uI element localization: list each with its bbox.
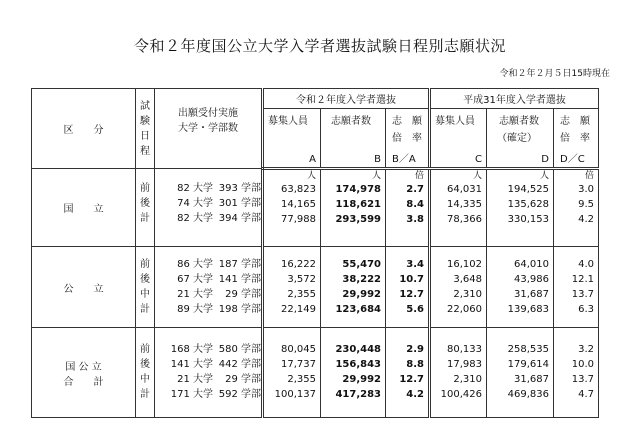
group-row	[32, 328, 599, 418]
header-applicants-d: 志願者数 （確定） D	[487, 109, 554, 169]
category-name: 合 計	[63, 376, 104, 388]
header-schedule-char: 験	[140, 115, 150, 127]
ratio-ba-value: 12.7	[399, 374, 424, 385]
applicants-b-cell	[321, 169, 386, 247]
ratio-dc-value: 4.0	[578, 259, 594, 270]
ratio-ba-value: 4.2	[406, 389, 424, 400]
capacity-a-value: 3,572	[287, 274, 316, 285]
univ-faculty-value	[155, 287, 261, 302]
applicants-d-value: 31,687	[514, 374, 549, 385]
applicants-b-value: 123,684	[335, 304, 381, 315]
unit-label	[155, 169, 261, 181]
applicants-d-value: 64,010	[514, 259, 549, 270]
ratio-dc-value: 4.7	[578, 389, 594, 400]
ratio-ba-value: 8.4	[406, 199, 424, 210]
ratio-dc-value: 10.0	[571, 359, 594, 370]
university-count: 21 大学	[177, 374, 213, 385]
capacity-c-cell	[430, 247, 487, 328]
header-applicants-b: 志願者数 B	[321, 109, 386, 169]
univ-faculty-value	[155, 372, 261, 387]
faculty-count: 29 学部	[225, 289, 261, 300]
capacity-c-value: 14,335	[447, 199, 482, 210]
ratio-ba-value: 10.7	[399, 274, 424, 285]
schedule-value: 計	[140, 389, 150, 400]
univ-faculty-value	[155, 342, 261, 357]
capacity-a-value: 2,355	[287, 374, 316, 385]
applicants-d-value: 139,683	[507, 304, 549, 315]
header-category: 区 分	[32, 89, 136, 169]
faculty-count: 580 学部	[218, 344, 261, 355]
capacity-c-value: 78,366	[447, 214, 482, 225]
faculty-count: 187 学部	[218, 259, 261, 270]
applicants-b-value: 174,978	[335, 184, 381, 195]
application-status-table	[31, 88, 599, 418]
applicants-d-value: 194,525	[507, 184, 549, 195]
univ-faculty-cell	[155, 247, 263, 328]
capacity-c-value: 2,310	[453, 289, 482, 300]
header-schedule	[136, 89, 155, 169]
header-univ-count	[155, 89, 263, 169]
schedule-cell	[136, 328, 155, 418]
schedule-value: 計	[140, 304, 150, 315]
university-count: 168 大学	[170, 344, 213, 355]
univ-faculty-value	[155, 302, 261, 317]
ratio-dc-value: 9.5	[578, 199, 594, 210]
ratio-dc-cell	[554, 247, 599, 328]
header-schedule-char: 程	[140, 145, 150, 157]
applicants-b-value: 55,470	[342, 259, 381, 270]
capacity-c-value: 80,133	[447, 344, 482, 355]
faculty-count: 592 学部	[218, 389, 261, 400]
category-label	[32, 169, 136, 247]
header-univ-line1: 出願受付実施	[178, 107, 238, 119]
applicants-b-value: 156,843	[335, 359, 381, 370]
ratio-dc-value: 13.7	[571, 374, 594, 385]
unit-label: 人	[539, 171, 549, 181]
university-count: 82 大学	[177, 213, 213, 224]
header-capacity-a: 募集人員 A	[263, 109, 321, 169]
ratio-ba-cell	[386, 247, 430, 328]
header-h31: 平成31年度入学者選抜	[430, 89, 599, 109]
university-count: 141 大学	[170, 359, 213, 370]
header-r2: 令和２年度入学者選抜	[263, 89, 430, 109]
ratio-ba-value: 3.8	[406, 214, 424, 225]
capacity-c-value: 100,426	[440, 389, 482, 400]
university-count: 89 大学	[177, 304, 213, 315]
university-count: 82 大学	[177, 183, 213, 194]
unit-label	[136, 169, 154, 181]
schedule-value: 前	[140, 344, 150, 355]
faculty-count: 29 学部	[225, 374, 261, 385]
applicants-b-value: 293,599	[335, 214, 381, 225]
capacity-c-value: 3,648	[453, 274, 482, 285]
as-of-date: 令和２年２月５日15時現在	[499, 69, 610, 79]
unit-label: 人	[472, 171, 482, 181]
capacity-a-value: 80,045	[281, 344, 316, 355]
category-label	[32, 328, 136, 418]
ratio-ba-value: 2.9	[406, 344, 424, 355]
unit-label: 人	[306, 171, 316, 181]
schedule-value: 前	[140, 183, 150, 194]
header-schedule-char: 日	[140, 130, 150, 142]
univ-faculty-value	[155, 257, 261, 272]
applicants-d-value: 179,614	[507, 359, 549, 370]
applicants-b-value: 38,222	[342, 274, 381, 285]
ratio-dc-value: 13.7	[571, 289, 594, 300]
schedule-value: 前	[140, 259, 150, 270]
applicants-d-cell	[487, 169, 554, 247]
applicants-d-value: 469,836	[507, 389, 549, 400]
applicants-d-value: 43,986	[514, 274, 549, 285]
schedule-value: 後	[140, 274, 150, 285]
capacity-a-value: 22,149	[281, 304, 316, 315]
capacity-c-value: 22,060	[447, 304, 482, 315]
header-ratio-dc: 志 願 倍 率 D／C	[554, 109, 599, 169]
faculty-count: 301 学部	[218, 198, 261, 209]
ratio-ba-cell	[386, 328, 430, 418]
category-label	[32, 247, 136, 328]
applicants-d-value: 135,628	[507, 199, 549, 210]
ratio-ba-value: 5.6	[406, 304, 424, 315]
ratio-dc-value: 3.0	[578, 184, 594, 195]
header-capacity-c: 募集人員 C	[430, 109, 487, 169]
capacity-c-cell	[430, 328, 487, 418]
applicants-d-value: 31,687	[514, 289, 549, 300]
applicants-b-value: 417,283	[335, 389, 381, 400]
capacity-a-value: 100,137	[274, 389, 316, 400]
category-name: 公 立	[63, 283, 104, 295]
category-name: 国 立	[63, 204, 104, 215]
applicants-b-value: 29,992	[342, 289, 381, 300]
university-count: 171 大学	[170, 389, 213, 400]
schedule-cell	[136, 247, 155, 328]
header-schedule-char: 試	[140, 100, 150, 112]
faculty-count: 141 学部	[218, 274, 261, 285]
faculty-count: 393 学部	[218, 183, 261, 194]
university-count: 86 大学	[177, 259, 213, 270]
applicants-d-cell	[487, 247, 554, 328]
ratio-dc-cell	[554, 169, 599, 247]
applicants-d-value: 330,153	[507, 214, 549, 225]
univ-faculty-value	[155, 196, 261, 211]
faculty-count: 198 学部	[218, 304, 261, 315]
applicants-b-cell	[321, 328, 386, 418]
capacity-c-value: 2,310	[453, 374, 482, 385]
capacity-a-value: 16,222	[281, 259, 316, 270]
capacity-a-value: 2,355	[287, 289, 316, 300]
capacity-a-value: 17,737	[281, 359, 316, 370]
schedule-value: 中	[140, 289, 150, 300]
applicants-b-value: 118,621	[335, 199, 381, 210]
ratio-ba-value: 3.4	[406, 259, 424, 270]
schedule-value: 中	[140, 374, 150, 385]
ratio-dc-value: 12.1	[571, 274, 594, 285]
unit-label: 倍	[414, 171, 424, 181]
univ-faculty-value	[155, 387, 261, 402]
faculty-count: 442 学部	[218, 359, 261, 370]
applicants-b-value: 29,992	[342, 374, 381, 385]
category-name: 国 公 立	[65, 361, 102, 373]
capacity-a-cell	[263, 169, 321, 247]
faculty-count: 394 学部	[218, 213, 261, 224]
ratio-ba-value: 2.7	[406, 184, 424, 195]
applicants-d-value: 258,535	[507, 344, 549, 355]
ratio-dc-value: 3.2	[578, 344, 594, 355]
page-title: 令和２年度国公立大学入学者選抜試験日程別志願状況	[133, 37, 506, 55]
capacity-c-value: 17,983	[447, 359, 482, 370]
schedule-cell	[136, 169, 155, 247]
univ-faculty-value	[155, 181, 261, 196]
ratio-dc-value: 6.3	[578, 304, 594, 315]
ratio-ba-value: 12.7	[399, 289, 424, 300]
schedule-value: 後	[140, 359, 150, 370]
applicants-b-value: 230,448	[335, 344, 381, 355]
schedule-value: 計	[140, 213, 150, 224]
header-univ-line2: 大学・学部数	[178, 122, 238, 134]
applicants-d-cell	[487, 328, 554, 418]
univ-faculty-value	[155, 272, 261, 287]
university-count: 74 大学	[177, 198, 213, 209]
capacity-a-value: 77,988	[281, 214, 316, 225]
unit-label: 人	[371, 171, 381, 181]
ratio-ba-cell	[386, 169, 430, 247]
group-row	[32, 247, 599, 328]
capacity-a-value: 14,165	[281, 199, 316, 210]
ratio-dc-cell	[554, 328, 599, 418]
univ-faculty-cell	[155, 328, 263, 418]
ratio-dc-value: 4.2	[578, 214, 594, 225]
capacity-a-value: 63,823	[281, 184, 316, 195]
ratio-ba-value: 8.8	[406, 359, 424, 370]
capacity-a-cell	[263, 247, 321, 328]
univ-faculty-value	[155, 357, 261, 372]
university-count: 21 大学	[177, 289, 213, 300]
capacity-c-value: 64,031	[447, 184, 482, 195]
university-count: 67 大学	[177, 274, 213, 285]
group-row	[32, 169, 599, 247]
capacity-c-value: 16,102	[447, 259, 482, 270]
schedule-value: 後	[140, 198, 150, 209]
capacity-c-cell	[430, 169, 487, 247]
applicants-b-cell	[321, 247, 386, 328]
unit-label: 倍	[584, 171, 594, 181]
header-ratio-ba: 志 願 倍 率 B／A	[386, 109, 430, 169]
univ-faculty-cell	[155, 169, 263, 247]
univ-faculty-value	[155, 211, 261, 226]
capacity-a-cell	[263, 328, 321, 418]
